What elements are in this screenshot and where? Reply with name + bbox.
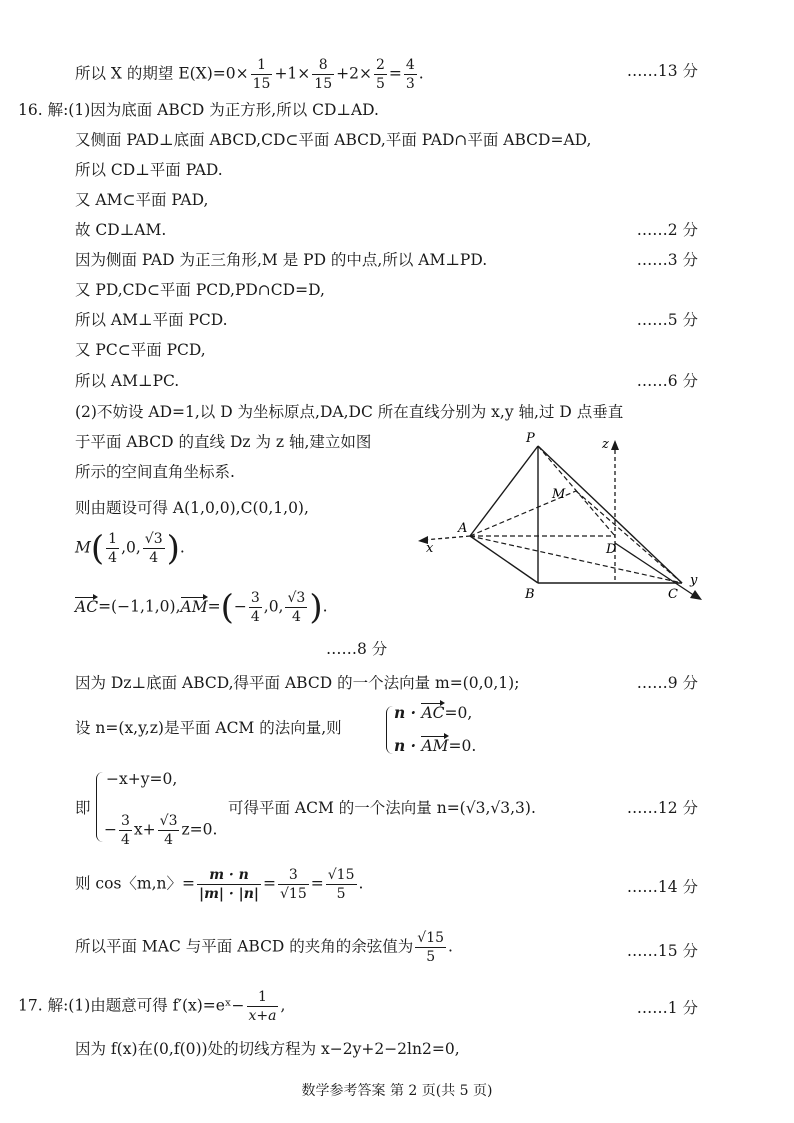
solution-line: 因为 Dz⊥底面 ABCD,得平面 ABCD 的一个法向量 m=(0,0,1); xyxy=(75,674,520,692)
solution-line: 又 AM⊂平面 PAD, xyxy=(75,191,209,209)
fraction: $\frac{m \cdot n}{|m| \cdot |n|}$ xyxy=(199,867,259,902)
score-1: ……1 分 xyxy=(636,999,698,1017)
solution-line: 故 CD⊥AM. xyxy=(75,221,167,239)
y-axis-arrow xyxy=(690,590,702,600)
solution-line: 则由题设可得 A(1,0,0),C(0,1,0), xyxy=(75,499,309,517)
score-12: ……12 分 xyxy=(626,799,698,817)
fraction: $\frac{3}{4}$ xyxy=(121,813,130,848)
vector-label: AC xyxy=(421,704,445,722)
text: = xyxy=(263,874,276,893)
problem-16-heading: 16. 解:(1)因为底面 ABCD 为正方形,所以 CD⊥AD. xyxy=(18,101,379,119)
edge-PC xyxy=(538,446,682,583)
edge-MC xyxy=(576,491,682,583)
edge-AC xyxy=(470,536,682,583)
x-axis xyxy=(424,536,470,540)
vector-label: AM xyxy=(421,737,449,755)
text: +2× xyxy=(336,64,372,83)
text: = xyxy=(207,597,221,616)
text: n · xyxy=(394,703,422,722)
score-2: ……2 分 xyxy=(636,221,698,239)
solution-line: 因为侧面 PAD 为正三角形,M 是 PD 的中点,所以 AM⊥PD. xyxy=(75,251,488,269)
text: ,0, xyxy=(121,538,141,557)
solution-line: 所以 CD⊥平面 PAD. xyxy=(75,161,223,179)
text: =0. xyxy=(448,737,477,755)
solution-line: 所以 AM⊥PC. xyxy=(75,372,180,390)
label-A: A xyxy=(458,521,468,536)
fraction: $\frac{1}{15}$ xyxy=(252,57,271,92)
text: =0, xyxy=(444,704,473,722)
text: 所以平面 MAC 与平面 ABCD 的夹角的余弦值为 xyxy=(75,937,414,956)
expectation-line xyxy=(75,56,424,93)
label-C: C xyxy=(668,587,678,602)
edge-PA xyxy=(470,446,538,536)
solution-line: 设 n=(x,y,z)是平面 ACM 的法向量,则 xyxy=(75,719,342,737)
vector-line: AC=(−1,1,0),AM=(− $\frac{3}{4}$ ,0, $\frac{√3}{4}$ ). xyxy=(75,587,328,628)
equation-2 xyxy=(104,812,217,849)
text: . xyxy=(418,64,424,83)
label-y: y xyxy=(690,573,698,588)
z-axis-arrow xyxy=(611,440,619,450)
label-D: D xyxy=(606,542,617,557)
system-equation xyxy=(394,702,472,724)
score-14: ……14 分 xyxy=(626,878,698,896)
system-brace xyxy=(96,772,103,842)
text: . xyxy=(358,874,364,893)
point-m-line: M( $\frac{1}{4}$ ,0, $\frac{√3}{4}$ ). xyxy=(75,528,185,569)
label-P: P xyxy=(526,431,535,446)
text: = xyxy=(388,64,402,83)
text: x+ xyxy=(133,820,156,839)
problem-17-heading xyxy=(18,988,285,1025)
text: = xyxy=(310,874,324,893)
solution-line: 又侧面 PAD⊥底面 ABCD,CD⊂平面 ABCD,平面 PAD∩平面 ABCD=AD, xyxy=(75,131,592,149)
solution-line: 因为 f(x)在(0,f(0))处的切线方程为 x−2y+2−2ln2=0, xyxy=(75,1040,460,1058)
text: − xyxy=(233,597,247,616)
text: ,0, xyxy=(263,597,284,616)
text: n · xyxy=(394,736,422,755)
score-3: ……3 分 xyxy=(636,251,698,269)
score-6: ……6 分 xyxy=(636,372,698,390)
fraction: $\frac{1}{4}$ xyxy=(108,531,118,566)
text: +1× xyxy=(274,64,311,83)
label-B: B xyxy=(525,587,535,602)
solution-line: 又 PC⊂平面 PCD, xyxy=(75,341,206,359)
pyramid-coordinate-figure xyxy=(410,428,710,608)
label-M: M xyxy=(552,487,566,502)
score-13: ……13 分 xyxy=(626,62,698,80)
final-answer-line xyxy=(75,929,453,966)
fraction: $\frac{2}{5}$ xyxy=(375,57,385,92)
text: z=0. xyxy=(181,820,218,839)
score-8: ……8 分 xyxy=(326,640,388,658)
text: . xyxy=(179,538,185,557)
solution-line: 可得平面 ACM 的一个法向量 n=(√3,√3,3). xyxy=(228,799,536,817)
vector-label: AC xyxy=(75,597,99,616)
fraction: $\frac{3}{4}$ xyxy=(250,590,260,625)
ji-label: 即 xyxy=(75,799,91,817)
text: 则 cos〈m,n〉= xyxy=(75,874,195,893)
text: 17. 解:(1)由题意可得 f′(x)=eˣ− xyxy=(18,996,245,1015)
text: . xyxy=(448,937,453,956)
label-z: z xyxy=(602,437,609,452)
page-footer: 数学参考答案 第 2 页(共 5 页) xyxy=(301,1083,493,1099)
cosine-line xyxy=(75,866,363,903)
solution-line: 又 PD,CD⊂平面 PCD,PD∩CD=D, xyxy=(75,281,325,299)
y-axis xyxy=(615,543,695,596)
fraction: $\frac{√3}{4}$ xyxy=(287,590,306,625)
fraction: $\frac{4}{3}$ xyxy=(405,57,415,92)
fraction: $\frac{1}{x+a}$ xyxy=(248,989,277,1024)
solution-line: 所示的空间直角坐标系. xyxy=(75,463,235,481)
fraction: $\frac{√15}{5}$ xyxy=(327,867,355,902)
score-9: ……9 分 xyxy=(636,674,698,692)
text: =(−1,1,0), xyxy=(98,597,181,616)
solution-line: 所以 AM⊥平面 PCD. xyxy=(75,311,228,329)
fraction: $\frac{√15}{5}$ xyxy=(417,930,445,965)
fraction: $\frac{3}{√15}$ xyxy=(280,867,307,902)
text: , xyxy=(280,996,286,1015)
system-equation xyxy=(394,735,476,757)
solution-line: (2)不妨设 AD=1,以 D 为坐标原点,DA,DC 所在直线分别为 x,y 轴,过 D 点垂直 xyxy=(75,403,624,421)
text: M xyxy=(75,538,91,557)
text: 所以 X 的期望 E(X)=0× xyxy=(75,64,249,83)
fraction: $\frac{√3}{4}$ xyxy=(159,813,178,848)
label-x: x xyxy=(426,541,434,556)
fraction: $\frac{8}{15}$ xyxy=(314,57,333,92)
score-15: ……15 分 xyxy=(626,942,698,960)
equation-1: −x+y=0, xyxy=(106,770,178,788)
text: − xyxy=(104,820,117,839)
vector-label: AM xyxy=(180,597,208,616)
solution-line: 于平面 ABCD 的直线 Dz 为 z 轴,建立如图 xyxy=(75,433,372,451)
system-brace xyxy=(386,706,393,754)
text: . xyxy=(322,597,328,616)
score-5: ……5 分 xyxy=(636,311,698,329)
fraction: $\frac{√3}{4}$ xyxy=(144,531,163,566)
